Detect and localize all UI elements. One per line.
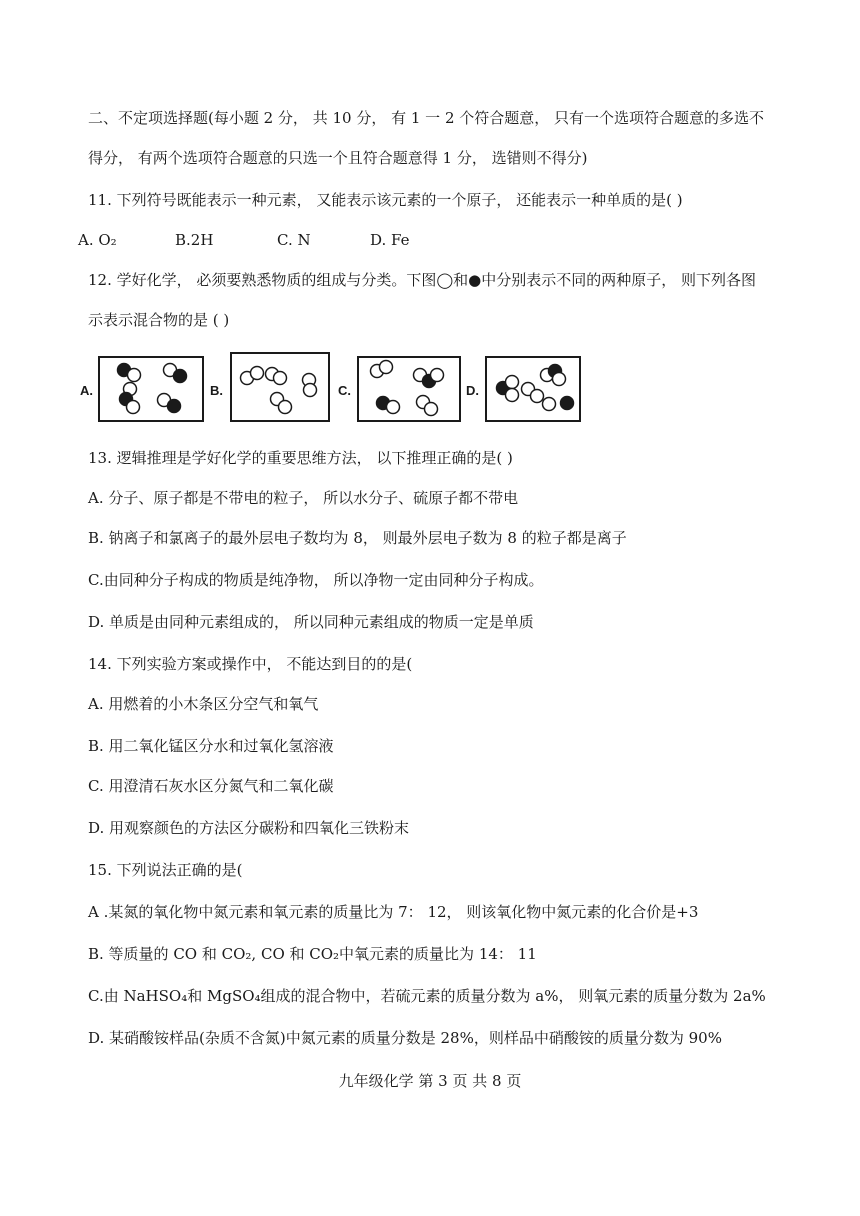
question-15-stem: 15. 下列说法正确的是( [88, 861, 243, 879]
figure-label-a: A. [80, 383, 93, 398]
question-14-option-a: A. 用燃着的小木条区分空气和氧气 [88, 695, 319, 713]
question-11-stem: 11. 下列符号既能表示一种元素， 又能表示该元素的一个原子， 还能表示一种单质的是( ) [88, 191, 683, 209]
question-13-stem: 13. 逻辑推理是学好化学的重要思维方法， 以下推理正确的是( ) [88, 449, 513, 467]
particle-diagram-b [230, 352, 330, 422]
question-11-option-d: D. Fe [370, 231, 410, 249]
particle-diagram-a [98, 356, 204, 422]
question-14-option-b: B. 用二氧化锰区分水和过氧化氢溶液 [88, 737, 334, 755]
question-15-option-b: B. 等质量的 CO 和 CO₂, CO 和 CO₂中氧元素的质量比为 14： 11 [88, 945, 537, 963]
question-15-option-c: C.由 NaHSO₄和 MgSO₄组成的混合物中，若硫元素的质量分数为 a%， 则氧元素的质量分数为 2a% [88, 987, 766, 1005]
question-12-stem-line-1: 12. 学好化学， 必须要熟悉物质的组成与分类。下图◯和●中分别表示不同的两种原子， 则下列各图 [88, 271, 757, 289]
question-11-option-c: C. N [277, 231, 311, 249]
question-13-option-a: A. 分子、原子都是不带电的粒子， 所以水分子、硫原子都不带电 [88, 489, 519, 507]
question-13-option-d: D. 单质是由同种元素组成的， 所以同种元素组成的物质一定是单质 [88, 613, 534, 631]
question-14-option-c: C. 用澄清石灰水区分氮气和二氧化碳 [88, 777, 334, 795]
question-13-option-b: B. 钠离子和氯离子的最外层电子数均为 8， 则最外层电子数为 8 的粒子都是离子 [88, 529, 627, 547]
particle-diagram-c [357, 356, 461, 422]
question-15-option-d: D. 某硝酸铵样品(杂质不含氮)中氮元素的质量分数是 28%，则样品中硝酸铵的质量分数为 90% [88, 1029, 722, 1047]
figure-label-d: D. [466, 383, 479, 398]
figure-label-c: C. [338, 383, 351, 398]
section-header-line-1: 二、不定项选择题(每小题 2 分， 共 10 分， 有 1 一 2 个符合题意， 只有一个选项符合题意的多选不 [88, 109, 765, 127]
figure-label-b: B. [210, 383, 223, 398]
question-14-option-d: D. 用观察颜色的方法区分碳粉和四氧化三铁粉末 [88, 819, 410, 837]
section-header-line-2: 得分， 有两个选项符合题意的只选一个且符合题意得 1 分， 选错则不得分) [88, 149, 588, 167]
question-11-option-a: A. O₂ [78, 231, 117, 249]
page-footer: 九年级化学 第 3 页 共 8 页 [338, 1072, 522, 1090]
question-14-stem: 14. 下列实验方案或操作中， 不能达到目的的是( [88, 655, 413, 673]
particle-diagram-d [485, 356, 581, 422]
question-13-option-c: C.由同种分子构成的物质是纯净物， 所以净物一定由同种分子构成。 [88, 571, 544, 589]
question-12-stem-line-2: 示表示混合物的是 ( ) [88, 311, 230, 329]
question-11-option-b: B.2H [175, 231, 214, 249]
question-15-option-a: A .某氮的氧化物中氮元素和氧元素的质量比为 7： 12， 则该氧化物中氮元素的化合价是+3 [88, 903, 699, 921]
